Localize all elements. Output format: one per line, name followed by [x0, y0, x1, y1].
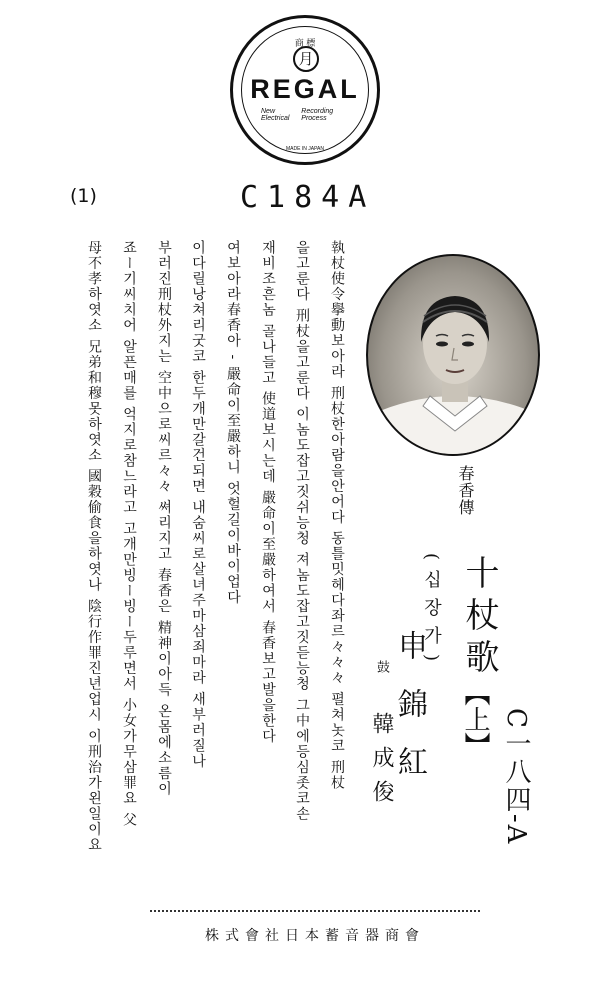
label-subtitle-right: Recording Process [301, 108, 334, 122]
label-subtitle-left: New Electrical [261, 108, 290, 122]
lyric-line-4: 여보아라春香아 - 嚴命이至嚴하니 엇헐길이바이업다 [225, 240, 241, 606]
record-label [230, 15, 380, 165]
label-logo-icon [293, 46, 319, 72]
label-logo-char: 月 [298, 50, 314, 68]
lyric-line-5: 이다릴낭쳐리굿코 한두개만갈건되면 내숨씨로살녀주마삼죄마라 새부러질나 [190, 240, 206, 770]
drum-label: 鼓 [374, 660, 389, 673]
song-title: 十杖歌 [459, 555, 499, 681]
lyric-line-6: 부러진刑杖外지는 空中으로씨르々々 쎠리지고 春香은 精神이아득 온몸에소름이 [156, 240, 172, 797]
label-top-text: 商 標 [294, 38, 316, 48]
footer-divider [150, 910, 480, 912]
lyric-line-8: 母不孝하엿소 兄弟和穆못하엿소 國穀偷食을하엿나 陰行作罪진년업시 이刑治가왼일이요 [86, 240, 102, 853]
publisher-footer: 株式會社日本蓄音器商會 [205, 928, 425, 944]
lyric-line-3: 재비조흔놈 골나들고 使道보시는데 嚴命이至嚴하여서 春香보고발을한다 [260, 240, 276, 745]
title-prefix: 春香傳 [456, 465, 475, 516]
catalog-number: C184A [240, 180, 376, 215]
label-brand: REGAL [250, 74, 360, 104]
lyric-line-2: 을고룬다 刑杖을고룬다 이놈도잡고짓쉬능청 져놈도잡고짓듣능청 그中에등심좃코손 [294, 240, 310, 822]
title-part: 【上】 [460, 680, 490, 758]
lyric-line-1: 執杖使令擧動보아라 刑杖한아람을안어다 동틀밋헤다좌르々々々 펼쳐놋코 刑杖 [329, 240, 345, 791]
singer-name: 申錦紅 [392, 630, 427, 804]
portrait-figure-icon [368, 256, 540, 456]
label-subtitle [261, 108, 355, 122]
title-reading: (십장가) [421, 553, 442, 672]
singer-portrait [366, 254, 540, 456]
side-catalog-number: C一八四-A [501, 708, 531, 846]
lyric-line-7: 죠ー기씨치어 알픈매를 억지로참느라고 고개만빙ー빙ー두루면서 小女가무삼罪요 父 [121, 240, 137, 828]
drummer-name: 韓成俊 [369, 712, 394, 814]
page-number: (1) [70, 185, 97, 207]
label-bottom-text: MADE IN JAPAN [286, 146, 324, 152]
